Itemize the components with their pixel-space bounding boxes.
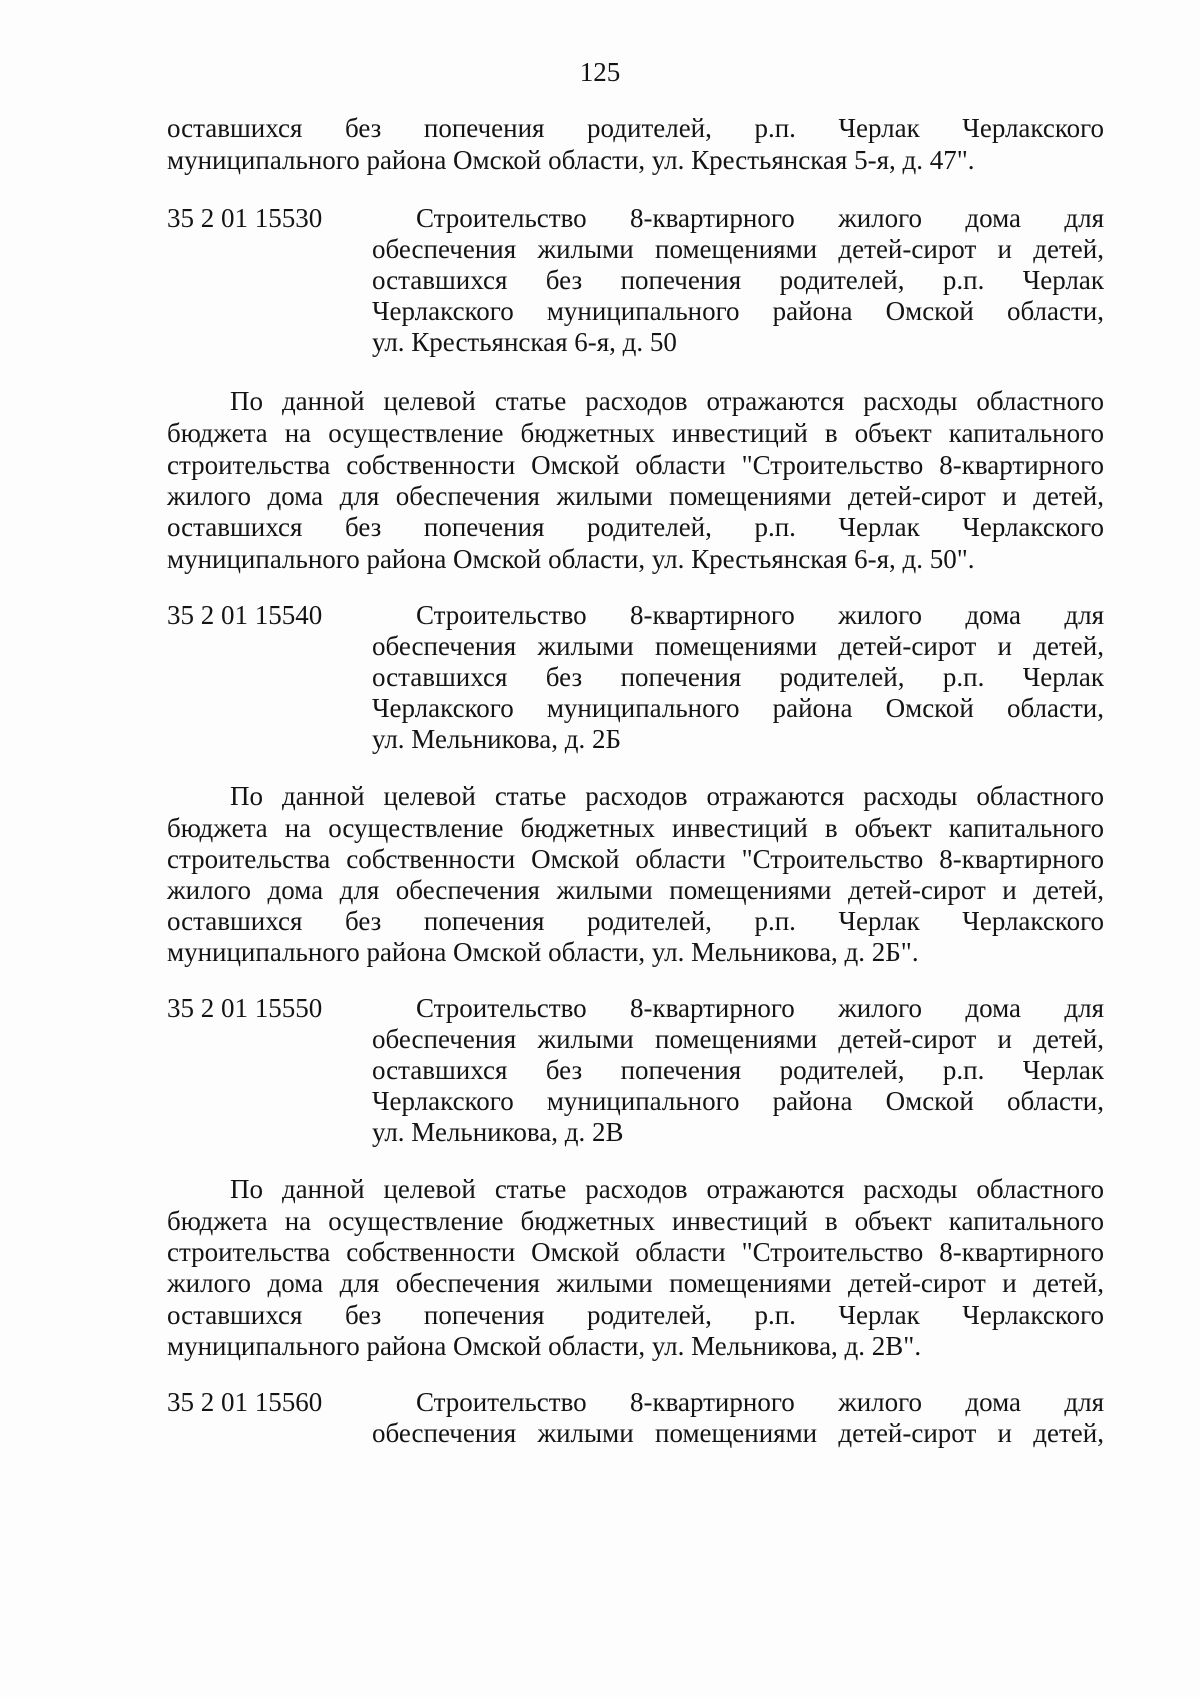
entry-title-line: ул. Мельникова, д. 2Б bbox=[372, 724, 621, 754]
description-line: бюджета на осуществление бюджетных инвестиций в объект капитального bbox=[167, 418, 1104, 448]
entry-title-line: обеспечения жилыми помещениями детей-сирот и детей, bbox=[372, 234, 1104, 264]
expense-code: 35 2 01 15550 bbox=[167, 993, 323, 1023]
description-line: жилого дома для обеспечения жилыми помещениями детей-сирот и детей, bbox=[167, 875, 1104, 905]
entry-title-line: Черлакского муниципального района Омской области, bbox=[372, 296, 1104, 326]
entry-title-line: обеспечения жилыми помещениями детей-сирот и детей, bbox=[372, 1024, 1104, 1054]
entry-title-line: Строительство 8-квартирного жилого дома для bbox=[416, 600, 1104, 630]
description-line: муниципального района Омской области, ул. Мельникова, д. 2В". bbox=[167, 1331, 922, 1361]
description-line: муниципального района Омской области, ул. Крестьянская 6-я, д. 50". bbox=[167, 544, 975, 574]
description-line: По данной целевой статье расходов отражаются расходы областного bbox=[230, 781, 1104, 811]
entry-title-line: оставшихся без попечения родителей, р.п. Черлак bbox=[372, 265, 1104, 295]
entry-title-line: Строительство 8-квартирного жилого дома для bbox=[416, 1387, 1104, 1417]
description-line: оставшихся без попечения родителей, р.п. Черлак Черлакского bbox=[167, 512, 1104, 542]
paragraph-line: оставшихся без попечения родителей, р.п. Черлак Черлакского bbox=[167, 113, 1104, 143]
description-line: жилого дома для обеспечения жилыми помещениями детей-сирот и детей, bbox=[167, 481, 1104, 511]
paragraph-line: муниципального района Омской области, ул. Крестьянская 5-я, д. 47". bbox=[167, 145, 975, 175]
entry-title-line: обеспечения жилыми помещениями детей-сирот и детей, bbox=[372, 1418, 1104, 1448]
description-line: По данной целевой статье расходов отражаются расходы областного bbox=[230, 1174, 1104, 1204]
description-line: бюджета на осуществление бюджетных инвестиций в объект капитального bbox=[167, 1206, 1104, 1236]
description-line: строительства собственности Омской области "Строительство 8-квартирного bbox=[167, 450, 1104, 480]
entry-title-line: оставшихся без попечения родителей, р.п. Черлак bbox=[372, 662, 1104, 692]
description-line: муниципального района Омской области, ул. Мельникова, д. 2Б". bbox=[167, 937, 919, 967]
entry-title-line: Строительство 8-квартирного жилого дома для bbox=[416, 203, 1104, 233]
description-line: По данной целевой статье расходов отражаются расходы областного bbox=[230, 386, 1104, 416]
description-line: жилого дома для обеспечения жилыми помещениями детей-сирот и детей, bbox=[167, 1268, 1104, 1298]
expense-code: 35 2 01 15530 bbox=[167, 203, 323, 233]
page-number: 125 bbox=[579, 57, 621, 87]
entry-title-line: Черлакского муниципального района Омской области, bbox=[372, 693, 1104, 723]
expense-code: 35 2 01 15560 bbox=[167, 1387, 323, 1417]
description-line: строительства собственности Омской области "Строительство 8-квартирного bbox=[167, 844, 1104, 874]
entry-title-line: ул. Мельникова, д. 2В bbox=[372, 1117, 624, 1147]
entry-title-line: Черлакского муниципального района Омской области, bbox=[372, 1086, 1104, 1116]
entry-title-line: ул. Крестьянская 6-я, д. 50 bbox=[372, 327, 677, 357]
entry-title-line: Строительство 8-квартирного жилого дома для bbox=[416, 993, 1104, 1023]
entry-title-line: оставшихся без попечения родителей, р.п. Черлак bbox=[372, 1055, 1104, 1085]
description-line: оставшихся без попечения родителей, р.п. Черлак Черлакского bbox=[167, 906, 1104, 936]
description-line: оставшихся без попечения родителей, р.п. Черлак Черлакского bbox=[167, 1300, 1104, 1330]
entry-title-line: обеспечения жилыми помещениями детей-сирот и детей, bbox=[372, 631, 1104, 661]
expense-code: 35 2 01 15540 bbox=[167, 600, 323, 630]
description-line: строительства собственности Омской области "Строительство 8-квартирного bbox=[167, 1237, 1104, 1267]
description-line: бюджета на осуществление бюджетных инвестиций в объект капитального bbox=[167, 813, 1104, 843]
